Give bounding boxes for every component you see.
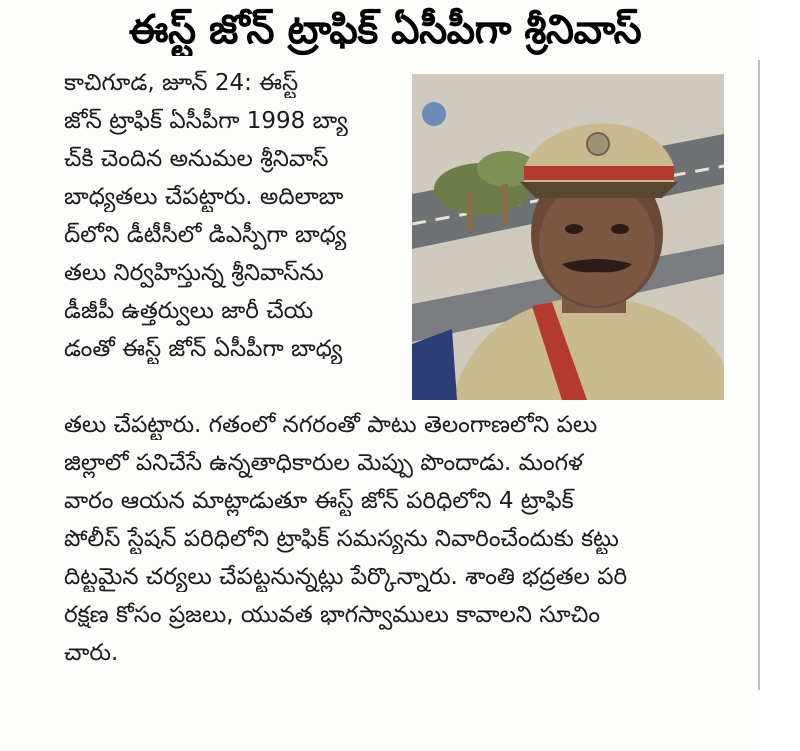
body-line: వారం ఆయన మాట్లాడుతూ ఈస్ట్ జోన్ పరిధిలోని 4 ట్రాఫిక్ (64, 488, 574, 514)
body-line: రక్షణ కోసం ప్రజలు, యువత భాగస్వాములు కావాలని సూచిం (64, 602, 601, 628)
body-line: ద్‌లోని డీటీసీలో డిఎస్పీగా బాధ్య (64, 222, 347, 248)
body-line: తలు నిర్వహిస్తున్న శ్రీనివాస్‌ను (64, 260, 324, 286)
body-line: చ్‌కి చెందిన అనుమల శ్రీనివాస్ (64, 146, 329, 172)
body-line: డీజీపీ ఉత్తర్వులు జారీ చేయ (64, 298, 314, 324)
body-line: పోలీస్ స్టేషన్ పరిధిలోని ట్రాఫిక్ సమస్యను నివారించేందుకు కట్టు (64, 526, 619, 552)
body-line: జోన్ ట్రాఫిక్ ఏసీపీగా 1998 బ్యా (64, 108, 348, 134)
officer-portrait-illustration (412, 74, 724, 400)
officer-photo (412, 74, 724, 400)
headline: ఈస్ట్ జోన్ ట్రాఫిక్ ఏసీపీగా శ్రీనివాస్ (128, 7, 642, 53)
body-line: దిట్టమైన చర్యలు చేపట్టనున్నట్లు పేర్కొన్నారు. శాంతి భద్రతల పరి (64, 564, 628, 590)
body-line: తలు చేపట్టారు. గతంలో నగరంతో పాటు తెలంగాణలోని పలు (64, 412, 598, 438)
body-line: జిల్లాలో పనిచేసే ఉన్నతాధికారుల మెప్పు పొందాడు. మంగళ (64, 450, 583, 476)
body-line: బాధ్యతలు చేపట్టారు. అదిలాబా (64, 184, 344, 210)
body-line: కాచిగూడ, జూన్ 24: ఈస్ట్ (64, 70, 299, 96)
body-line: చారు. (64, 640, 119, 666)
column-divider (758, 60, 760, 690)
body-line: డంతో ఈస్ట్ జోన్ ఏసీపీగా బాధ్య (64, 336, 343, 362)
